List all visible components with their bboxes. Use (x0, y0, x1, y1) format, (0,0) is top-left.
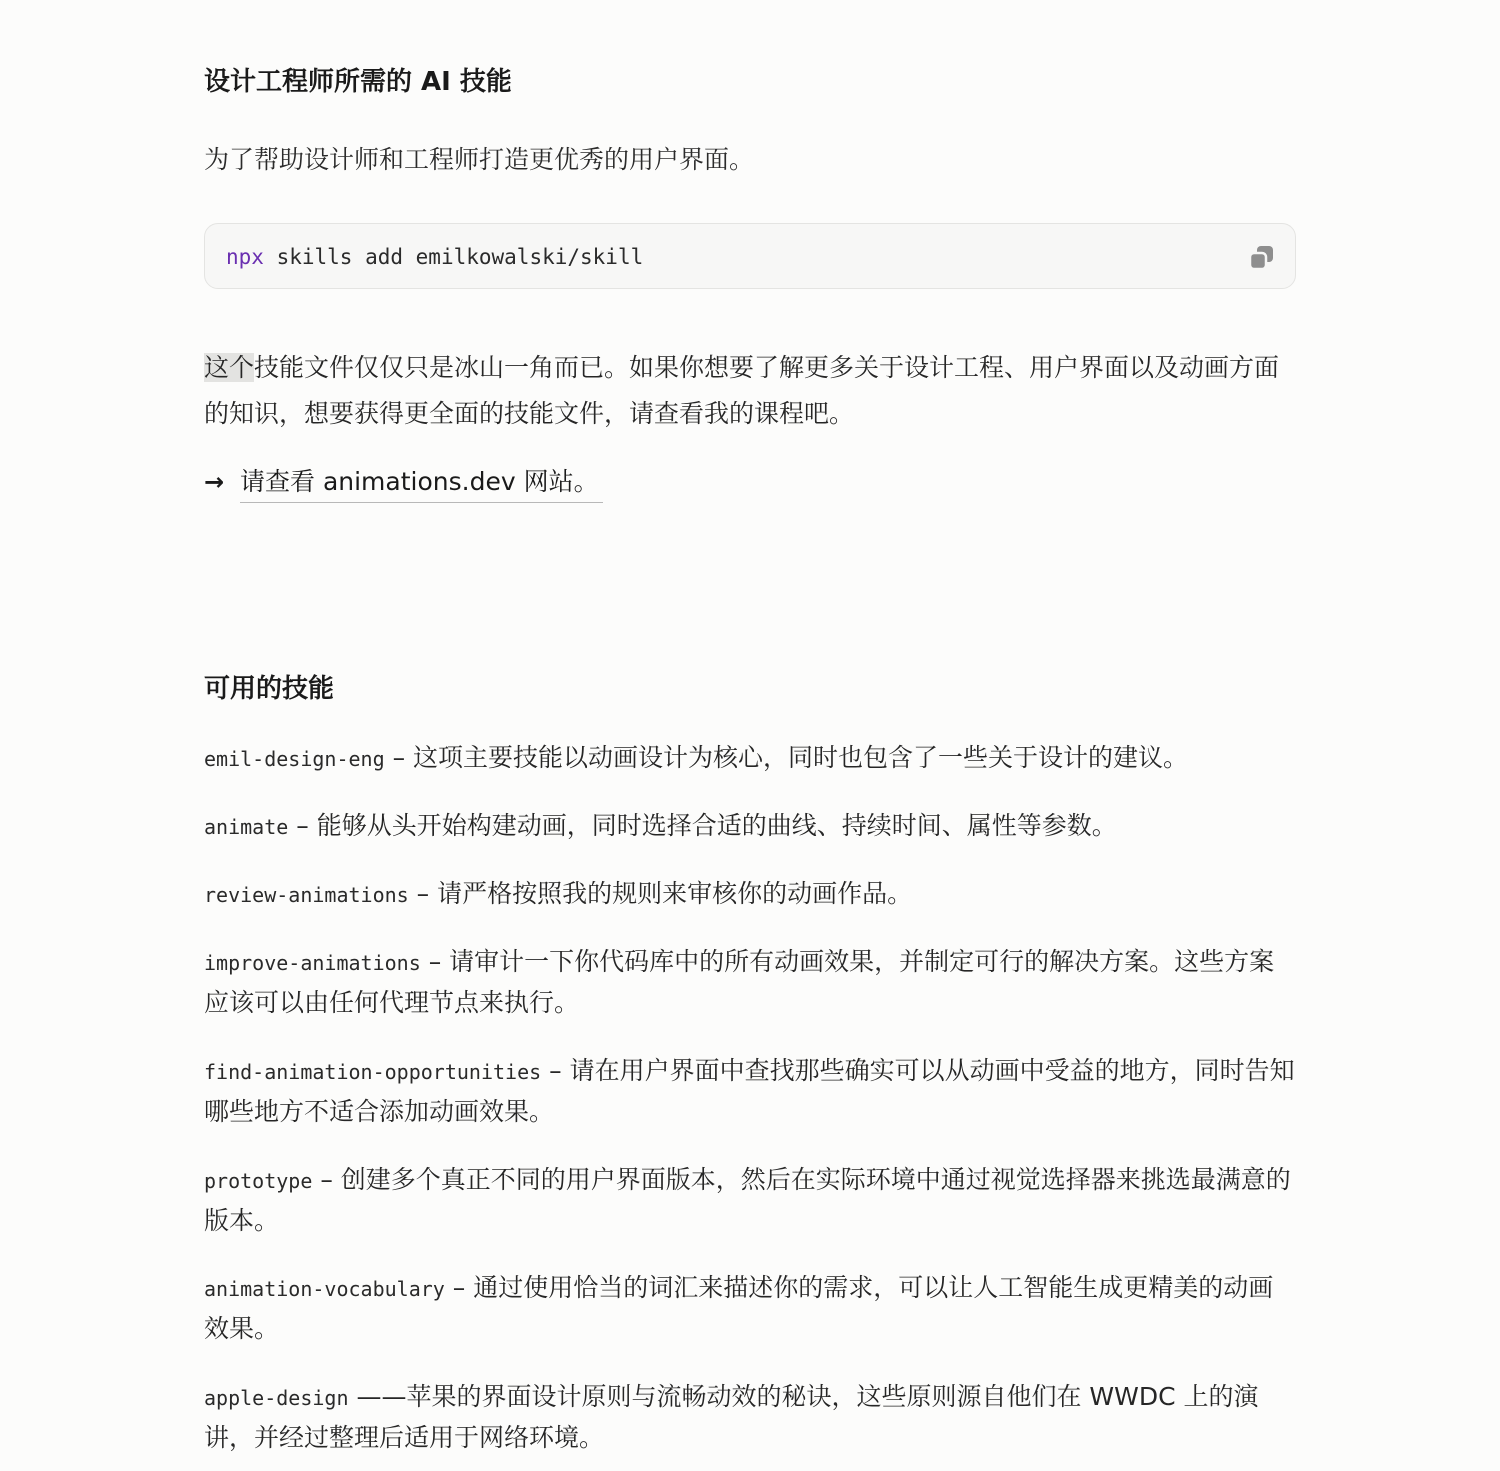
skill-separator: – (288, 811, 317, 840)
page-title: 设计工程师所需的 AI 技能 (204, 67, 512, 97)
skill-separator: – (312, 1165, 341, 1194)
skill-description: 通过使用恰当的词汇来描述你的需求，可以让人工智能生成更精美的动画效果。 (204, 1273, 1274, 1343)
skill-description: 创建多个真正不同的用户界面版本，然后在实际环境中通过视觉选择器来挑选最满意的版本。 (204, 1165, 1291, 1235)
install-command-block (204, 223, 1296, 289)
skill-item-improve-animations (204, 942, 1298, 1023)
copy-icon (1247, 243, 1277, 273)
skill-name: apple-design (204, 1386, 349, 1410)
copy-button[interactable] (1247, 243, 1277, 273)
skill-item-find-animation-opportunities (204, 1051, 1298, 1132)
course-link[interactable]: 请查看 animations.dev 网站。 (240, 462, 603, 503)
skill-name: review-animations (204, 883, 409, 907)
arrow-right-icon: → (204, 468, 225, 496)
skill-item-apple-design (204, 1377, 1298, 1458)
skill-description: 请严格按照我的规则来审核你的动画作品。 (437, 879, 913, 908)
skill-name: improve-animations (204, 951, 421, 975)
skill-item-animation-vocabulary (204, 1268, 1298, 1349)
skill-item-prototype (204, 1160, 1298, 1241)
skill-description: 这项主要技能以动画设计为核心，同时也包含了一些关于设计的建议。 (413, 743, 1189, 772)
skills-section-title: 可用的技能 (204, 674, 335, 704)
skill-separator: – (384, 743, 414, 772)
install-command[interactable] (226, 224, 643, 290)
skill-item-review-animations (204, 874, 1298, 915)
command-name: npx (226, 245, 264, 269)
skill-item-animate (204, 806, 1298, 847)
skill-separator: – (541, 1056, 570, 1085)
selected-text[interactable]: 这个 (204, 353, 255, 382)
intro-paragraph (204, 345, 1296, 437)
skill-name: animation-vocabulary (204, 1277, 445, 1301)
skill-description: 苹果的界面设计原则与流畅动效的秘诀，这些原则源自他们在 WWDC 上的演讲，并经过整理后适用于网络环境。 (204, 1382, 1259, 1452)
command-args: skills add emilkowalski/skill (263, 245, 644, 269)
skill-name: prototype (204, 1169, 313, 1193)
skill-separator: —— (348, 1382, 407, 1411)
skill-description: 请审计一下你代码库中的所有动画效果，并制定可行的解决方案。这些方案应该可以由任何代理节点来执行。 (204, 947, 1275, 1017)
skill-description: 能够从头开始构建动画，同时选择合适的曲线、持续时间、属性等参数。 (316, 811, 1117, 840)
course-link-row (204, 462, 603, 502)
skill-separator: – (420, 947, 450, 976)
intro-text: 技能文件仅仅只是冰山一角而已。如果你想要了解更多关于设计工程、用户界面以及动画方面的知识，想要获得更全面的技能文件，请查看我的课程吧。 (204, 353, 1280, 428)
skill-description: 请在用户界面中查找那些确实可以从动画中受益的地方，同时告知哪些地方不适合添加动画效果。 (204, 1056, 1295, 1126)
skill-name: animate (204, 815, 289, 839)
skill-name: find-animation-opportunities (204, 1060, 542, 1084)
skill-name: emil-design-eng (204, 747, 385, 771)
page-subtitle: 为了帮助设计师和工程师打造更优秀的用户界面。 (204, 145, 755, 174)
skill-item-emil-design-eng (204, 738, 1298, 779)
skill-separator: – (408, 879, 438, 908)
skill-separator: – (444, 1273, 474, 1302)
